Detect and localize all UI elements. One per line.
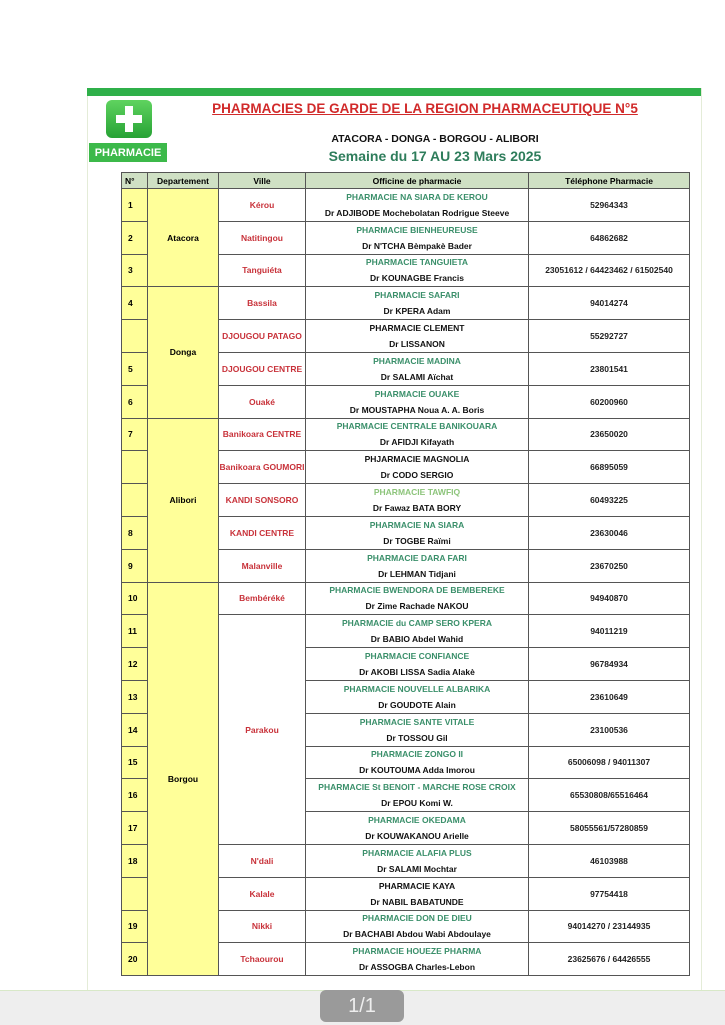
officine-cell: [306, 418, 529, 451]
row-number: 2: [122, 221, 148, 254]
row-number: [122, 451, 148, 484]
ville-cell: Parakou: [219, 615, 306, 845]
officine-cell: [306, 484, 529, 517]
pharmacist-name: Dr NABIL BABATUNDE: [370, 896, 464, 907]
row-number: 16: [122, 779, 148, 812]
pharmacist-name: Dr KOUNAGBE Francis: [370, 273, 464, 284]
pharmacist-name: Dr MOUSTAPHA Noua A. A. Boris: [349, 404, 485, 415]
officine-cell: [306, 844, 529, 877]
pharmacy-name: PHARMACIE TAWFIQ: [373, 487, 461, 498]
pharmacist-name: Dr Fawaz BATA BORY: [372, 503, 462, 514]
telephone-cell: 23051612 / 64423462 / 61502540: [529, 254, 690, 287]
officine-cell: [306, 648, 529, 681]
ville-cell: KANDI CENTRE: [219, 516, 306, 549]
pharmacy-name: PHARMACIE SANTE VITALE: [359, 716, 475, 727]
telephone-cell: 23670250: [529, 549, 690, 582]
telephone-cell: 96784934: [529, 648, 690, 681]
telephone-cell: 60493225: [529, 484, 690, 517]
telephone-cell: 58055561/57280859: [529, 812, 690, 845]
ville-cell: Nikki: [219, 910, 306, 943]
pharmacy-name: PHARMACIE ALAFIA PLUS: [362, 847, 472, 858]
pharmacy-name: PHARMACIE OUAKE: [374, 388, 460, 399]
telephone-cell: 65006098 / 94011307: [529, 746, 690, 779]
pharmacist-name: Dr AFIDJI Kifayath: [379, 437, 455, 448]
ville-cell: Tanguiéta: [219, 254, 306, 287]
pharmacist-name: Dr N'TCHA Bèmpakè Bader: [362, 240, 472, 251]
ville-cell: N'dali: [219, 844, 306, 877]
pharmacy-table: [121, 172, 690, 976]
row-number: 1: [122, 189, 148, 222]
row-number: 7: [122, 418, 148, 451]
row-number: 11: [122, 615, 148, 648]
telephone-cell: 94940870: [529, 582, 690, 615]
telephone-cell: 23630046: [529, 516, 690, 549]
officine-cell: [306, 549, 529, 582]
officine-cell: [306, 812, 529, 845]
telephone-cell: 94014274: [529, 287, 690, 320]
ville-cell: Bassila: [219, 287, 306, 320]
telephone-cell: 97754418: [529, 877, 690, 910]
officine-cell: [306, 451, 529, 484]
page-indicator[interactable]: 1/1: [320, 990, 404, 1022]
pharmacist-name: Dr TOGBE Raïmi: [383, 535, 451, 546]
row-number: 13: [122, 680, 148, 713]
pharmacy-name: PHARMACIE OKEDAMA: [368, 815, 466, 826]
telephone-cell: 64862682: [529, 221, 690, 254]
officine-cell: [306, 910, 529, 943]
ville-cell: Bembéréké: [219, 582, 306, 615]
table-header-row: [122, 173, 690, 189]
officine-cell: [306, 582, 529, 615]
pharmacy-name: PHARMACIE MADINA: [373, 355, 461, 366]
row-number: [122, 877, 148, 910]
departement-cell: Borgou: [148, 582, 219, 976]
telephone-cell: 23610649: [529, 680, 690, 713]
pharmacist-name: Dr KPERA Adam: [383, 306, 451, 317]
row-number: 12: [122, 648, 148, 681]
ville-cell: DJOUGOU PATAGO: [219, 320, 306, 353]
document-title: PHARMACIES DE GARDE DE LA REGION PHARMACEUTIQUE N°5: [212, 101, 638, 116]
row-number: 17: [122, 812, 148, 845]
table-row: [122, 418, 690, 451]
telephone-cell: 46103988: [529, 844, 690, 877]
pharmacy-name: PHARMACIE BWENDORA DE BEMBEREKE: [329, 585, 505, 596]
pharmacist-name: Dr CODO SERGIO: [380, 470, 454, 481]
col-header-telephone: Téléphone Pharmacie: [529, 173, 690, 189]
ville-cell: Tchaourou: [219, 943, 306, 976]
officine-cell: [306, 877, 529, 910]
telephone-cell: 52964343: [529, 189, 690, 222]
table-row: [122, 582, 690, 615]
pharmacist-name: Dr KOUWAKANOU Arielle: [365, 831, 469, 842]
ville-cell: Natitingou: [219, 221, 306, 254]
pharmacy-name: PHARMACIE DARA FARI: [367, 552, 467, 563]
telephone-cell: 94014270 / 23144935: [529, 910, 690, 943]
telephone-cell: 66895059: [529, 451, 690, 484]
pharmacist-name: Dr BACHABI Abdou Wabi Abdoulaye: [343, 929, 491, 940]
pharmacy-name: PHARMACIE CONFIANCE: [364, 651, 470, 662]
week-subtitle: Semaine du 17 AU 23 Mars 2025: [328, 148, 542, 164]
row-number: 5: [122, 352, 148, 385]
ville-cell: Banikoara CENTRE: [219, 418, 306, 451]
col-header-departement: Departement: [148, 173, 219, 189]
pharmacy-name: PHJARMACIE MAGNOLIA: [364, 454, 470, 465]
pharmacy-name: PHARMACIE St BENOIT - MARCHE ROSE CROIX: [318, 782, 516, 793]
row-number: 9: [122, 549, 148, 582]
col-header-officine: Officine de pharmacie: [306, 173, 529, 189]
pharmacy-name: PHARMACIE NA SIARA DE KEROU: [346, 191, 488, 202]
row-number: [122, 320, 148, 353]
pharmacy-cross-icon: [106, 100, 152, 138]
telephone-cell: 94011219: [529, 615, 690, 648]
ville-cell: KANDI SONSORO: [219, 484, 306, 517]
row-number: 14: [122, 713, 148, 746]
table-row: [122, 287, 690, 320]
telephone-cell: 60200960: [529, 385, 690, 418]
pharmacist-name: Dr SALAMI Aïchat: [380, 371, 454, 382]
pharmacist-name: Dr LEHMAN Tidjani: [378, 568, 456, 579]
officine-cell: [306, 943, 529, 976]
telephone-cell: 23100536: [529, 713, 690, 746]
regions-subtitle: ATACORA - DONGA - BORGOU - ALIBORI: [331, 133, 539, 145]
pharmacist-name: Dr ADJIBODE Mochebolatan Rodrigue Steeve: [324, 207, 510, 218]
telephone-cell: 55292727: [529, 320, 690, 353]
telephone-cell: 23625676 / 64426555: [529, 943, 690, 976]
col-header-ville: Ville: [219, 173, 306, 189]
pharmacy-name: PHARMACIE NOUVELLE ALBARIKA: [343, 683, 491, 694]
pharmacy-name: PHARMACIE SAFARI: [374, 290, 460, 301]
ville-cell: Banikoara GOUMORI: [219, 451, 306, 484]
row-number: 4: [122, 287, 148, 320]
pharmacy-name: PHARMACIE TANGUIETA: [365, 257, 469, 268]
row-number: 18: [122, 844, 148, 877]
col-header-number: N°: [122, 173, 148, 189]
telephone-cell: 23801541: [529, 352, 690, 385]
officine-cell: [306, 221, 529, 254]
pharmacist-name: Dr ASSOGBA Charles-Lebon: [358, 962, 476, 973]
departement-cell: Alibori: [148, 418, 219, 582]
header-green-bar: [87, 88, 701, 96]
officine-cell: [306, 516, 529, 549]
officine-cell: [306, 352, 529, 385]
ville-cell: Ouaké: [219, 385, 306, 418]
pharmacy-name: PHARMACIE HOUEZE PHARMA: [352, 946, 482, 957]
row-number: 20: [122, 943, 148, 976]
pharmacy-name: PHARMACIE CLEMENT: [369, 323, 465, 334]
officine-cell: [306, 320, 529, 353]
officine-cell: [306, 746, 529, 779]
pharmacist-name: Dr EPOU Komi W.: [381, 798, 453, 809]
ville-cell: Kérou: [219, 189, 306, 222]
pharmacist-name: Dr AKOBI LISSA Sadia Alakè: [359, 667, 475, 678]
pharmacy-name: PHARMACIE du CAMP SERO KPERA: [341, 618, 493, 629]
officine-cell: [306, 287, 529, 320]
officine-cell: [306, 713, 529, 746]
row-number: 19: [122, 910, 148, 943]
ville-cell: DJOUGOU CENTRE: [219, 352, 306, 385]
pharmacist-name: Dr SALAMI Mochtar: [377, 863, 457, 874]
table-row: [122, 189, 690, 222]
row-number: 10: [122, 582, 148, 615]
pharmacy-name: PHARMACIE NA SIARA: [369, 519, 465, 530]
pharmacist-name: Dr GOUDOTE Alain: [378, 699, 456, 710]
officine-cell: [306, 254, 529, 287]
pharmacist-name: Dr BABIO Abdel Wahid: [370, 634, 464, 645]
row-number: 15: [122, 746, 148, 779]
pharmacy-name: PHARMACIE CENTRALE BANIKOUARA: [336, 421, 498, 432]
officine-cell: [306, 779, 529, 812]
pharmacy-name: PHARMACIE ZONGO II: [370, 749, 464, 760]
departement-cell: Donga: [148, 287, 219, 418]
pharmacie-logo-label: PHARMACIE: [89, 143, 167, 162]
telephone-cell: 65530808/65516464: [529, 779, 690, 812]
officine-cell: [306, 680, 529, 713]
pharmacist-name: Dr Zime Rachade NAKOU: [365, 601, 469, 612]
pharmacist-name: Dr KOUTOUMA Adda Imorou: [359, 765, 475, 776]
row-number: 3: [122, 254, 148, 287]
pharmacy-name: PHARMACIE KAYA: [378, 880, 456, 891]
row-number: 8: [122, 516, 148, 549]
row-number: 6: [122, 385, 148, 418]
row-number: [122, 484, 148, 517]
officine-cell: [306, 385, 529, 418]
pharmacy-name: PHARMACIE BIENHEUREUSE: [356, 224, 478, 235]
pharmacy-name: PHARMACIE DON DE DIEU: [362, 913, 472, 924]
departement-cell: Atacora: [148, 189, 219, 287]
ville-cell: Malanville: [219, 549, 306, 582]
pharmacist-name: Dr TOSSOU Gil: [386, 732, 448, 743]
ville-cell: Kalale: [219, 877, 306, 910]
officine-cell: [306, 615, 529, 648]
telephone-cell: 23650020: [529, 418, 690, 451]
officine-cell: [306, 189, 529, 222]
pharmacist-name: Dr LISSANON: [389, 339, 445, 350]
